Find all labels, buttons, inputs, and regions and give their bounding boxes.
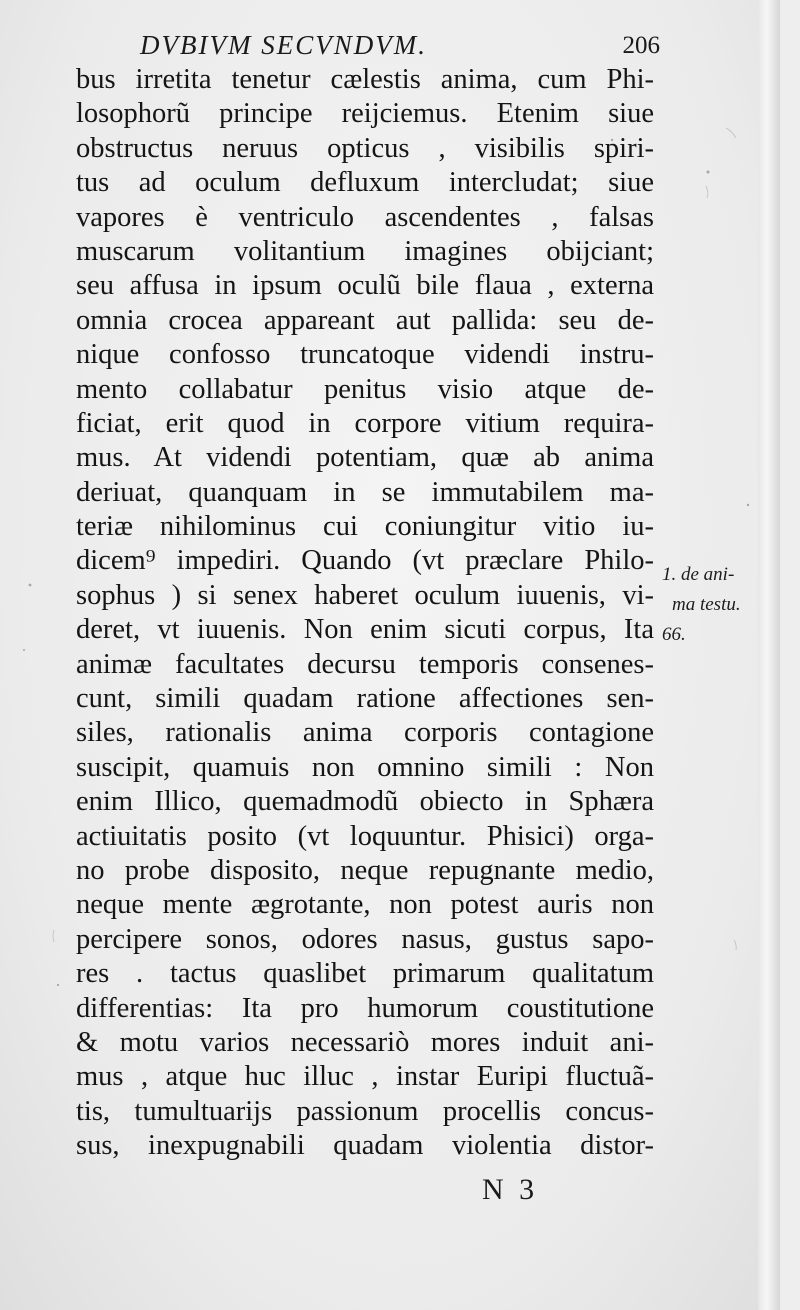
text-line: seu affusa in ipsum oculũ bile flaua , externa [76, 270, 654, 302]
text-line: sophus ) si senex haberet oculum iuuenis, vi- [76, 579, 654, 611]
text-line: percipere sonos, odores nasus, gustus sapo- [76, 923, 654, 955]
text-line: deriuat, quanquam in se immutabilem ma- [76, 476, 654, 508]
text-line: bus irretita tenetur cælestis anima, cum Phi- [76, 64, 654, 95]
marginal-note-line: ma testu. [672, 594, 741, 615]
signature-mark: N 3 [482, 1173, 539, 1206]
text-line: vapores è ventriculo ascendentes , falsas [76, 201, 654, 233]
text-line: deret, vt iuuenis. Non enim sicuti corpus, Ita [76, 614, 654, 646]
marginal-note-line: 1. de ani- [662, 564, 735, 585]
text-line: tis, tumultuarijs passionum procellis concus- [76, 1095, 654, 1127]
text-line: teriæ nihilominus cui coniungitur vitio iu- [76, 511, 654, 543]
text-line: ficiat, erit quod in corpore vitium requira- [76, 407, 654, 439]
text-line: differentias: Ita pro humorum coustitutione [76, 992, 654, 1024]
text-line: dicem⁹ impediri. Quando (vt præclare Philo- [76, 545, 654, 577]
text-line: muscarum volitantium imagines obijciant; [76, 235, 654, 267]
text-line: actiuitatis posito (vt loquuntur. Phisici) orga- [76, 820, 654, 852]
text-line: enim Illico, quemadmodũ obiecto in Sphæra [76, 786, 654, 818]
text-line: suscipit, quamuis non omnino simili : Non [76, 751, 654, 783]
text-line: no probe disposito, neque repugnante medio, [76, 854, 654, 886]
text-line: animæ facultates decursu temporis consenes- [76, 648, 654, 680]
body-text [76, 63, 654, 1164]
text-line: & motu varios necessariò mores induit ani- [76, 1026, 654, 1058]
marginal-note [662, 560, 792, 650]
text-line: mus. At videndi potentiam, quæ ab anima [76, 442, 654, 474]
page-header [140, 30, 660, 66]
text-line: obstructus neruus opticus , visibilis spiri- [76, 132, 654, 164]
text-line: mus , atque huc illuc , instar Euripi fluctuã- [76, 1061, 654, 1093]
text-line: res . tactus quaslibet primarum qualitatum [76, 958, 654, 990]
text-line: losophorũ principe reijciemus. Etenim siue [76, 98, 654, 130]
text-line: neque mente ægrotante, non potest auris non [76, 889, 654, 921]
text-line: tus ad oculum defluxum intercludat; siue [76, 167, 654, 199]
page-edge [758, 0, 780, 1310]
text-line: siles, rationalis anima corporis contagione [76, 717, 654, 749]
page-number: 206 [622, 32, 660, 59]
running-title: DVBIVM SECVNDVM. [140, 30, 427, 60]
text-line: omnia crocea appareant aut pallida: seu de- [76, 304, 654, 336]
text-line: nique confosso truncatoque videndi instru- [76, 339, 654, 371]
marginal-note-line: 66. [662, 624, 686, 645]
text-line: cunt, simili quadam ratione affectiones sen- [76, 683, 654, 715]
text-line: mento collabatur penitus visio atque de- [76, 373, 654, 405]
text-line: sus, inexpugnabili quadam violentia distor- [76, 1130, 654, 1162]
